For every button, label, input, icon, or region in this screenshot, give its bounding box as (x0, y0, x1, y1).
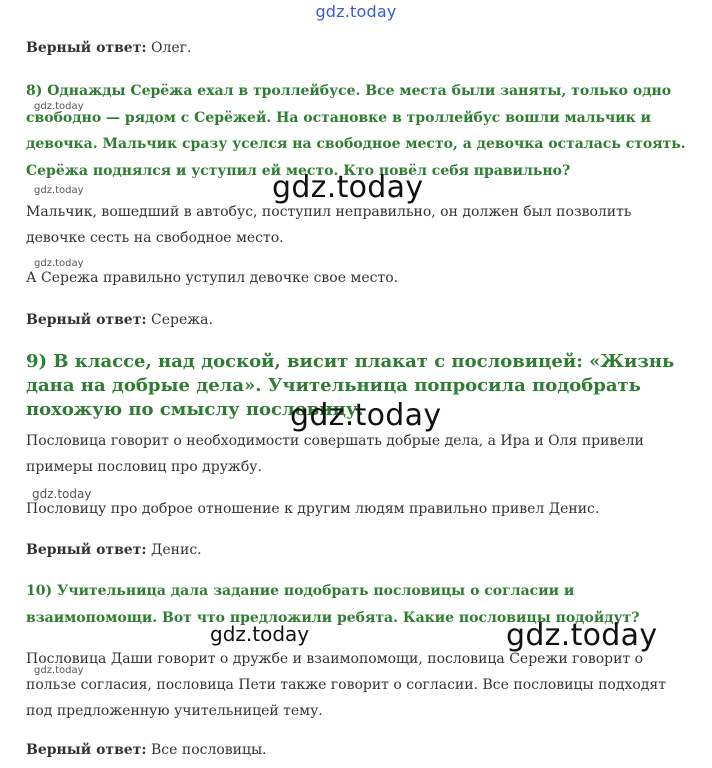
watermark-big: gdz.today (290, 398, 442, 433)
answer-1 (26, 40, 191, 56)
answer-label: Верный ответ: (26, 312, 147, 328)
question-8: 8) Однажды Серёжа ехал в троллейбусе. Все места были заняты, только одно свободно — рядом с Серёжей. На остановке в троллейбус вошли мальчик и девочка. Мальчик сразу уселся на свободное место, а девочка осталась стоять. Серёжа поднялся и уступил ей место. Кто повёл себя правильно? (26, 83, 686, 179)
answer-value: Сережа. (151, 312, 213, 328)
watermark-small: gdz.today (34, 665, 84, 676)
answer-label: Верный ответ: (26, 542, 147, 558)
watermark-small: gdz.today (34, 258, 84, 269)
answer-2 (26, 312, 213, 328)
watermark-small: gdz.today (32, 487, 92, 501)
paragraph-8b: А Сережа правильно уступил девочке свое место. (26, 270, 399, 286)
question-10: 10) Учительница дала задание подобрать пословицы о согласии и взаимопомощи. Вот что предложили ребята. Какие пословицы подойдут? (26, 583, 640, 626)
answer-value: Все пословицы. (151, 742, 267, 758)
paragraph-9a: Пословица говорит о необходимости совершать добрые дела, а Ира и Оля привели примеры пословиц про дружбу. (26, 433, 644, 475)
question-9: 9) В классе, над доской, висит плакат с пословицей: «Жизнь дана на добрые дела». Учительница попросила подобрать похожую по смыслу пословицу. (26, 351, 675, 420)
answer-value: Олег. (151, 40, 192, 56)
paragraph-8a: Мальчик, вошедший в автобус, поступил неправильно, он должен был позволить девочке сесть на свободное место. (26, 204, 632, 246)
answer-3 (26, 542, 202, 558)
watermark-mid: gdz.today (210, 622, 310, 646)
answer-label: Верный ответ: (26, 742, 147, 758)
paragraph-10a: Пословица Даши говорит о дружбе и взаимопомощи, пословица Сережи говорит о пользе согласия, пословица Пети также говорит о согласии. Все пословицы подходят под предложенную учительницей тему. (26, 651, 666, 719)
watermark-small: gdz.today (34, 101, 84, 112)
answer-label: Верный ответ: (26, 40, 147, 56)
answer-4 (26, 742, 267, 758)
watermark-small: gdz.today (34, 185, 84, 196)
watermark-big: gdz.today (506, 618, 658, 653)
paragraph-9b: Пословицу про доброе отношение к другим людям правильно привел Денис. (26, 501, 600, 517)
watermark-big: gdz.today (272, 170, 424, 205)
watermark-top: gdz.today (315, 2, 397, 21)
answer-value: Денис. (151, 542, 202, 558)
